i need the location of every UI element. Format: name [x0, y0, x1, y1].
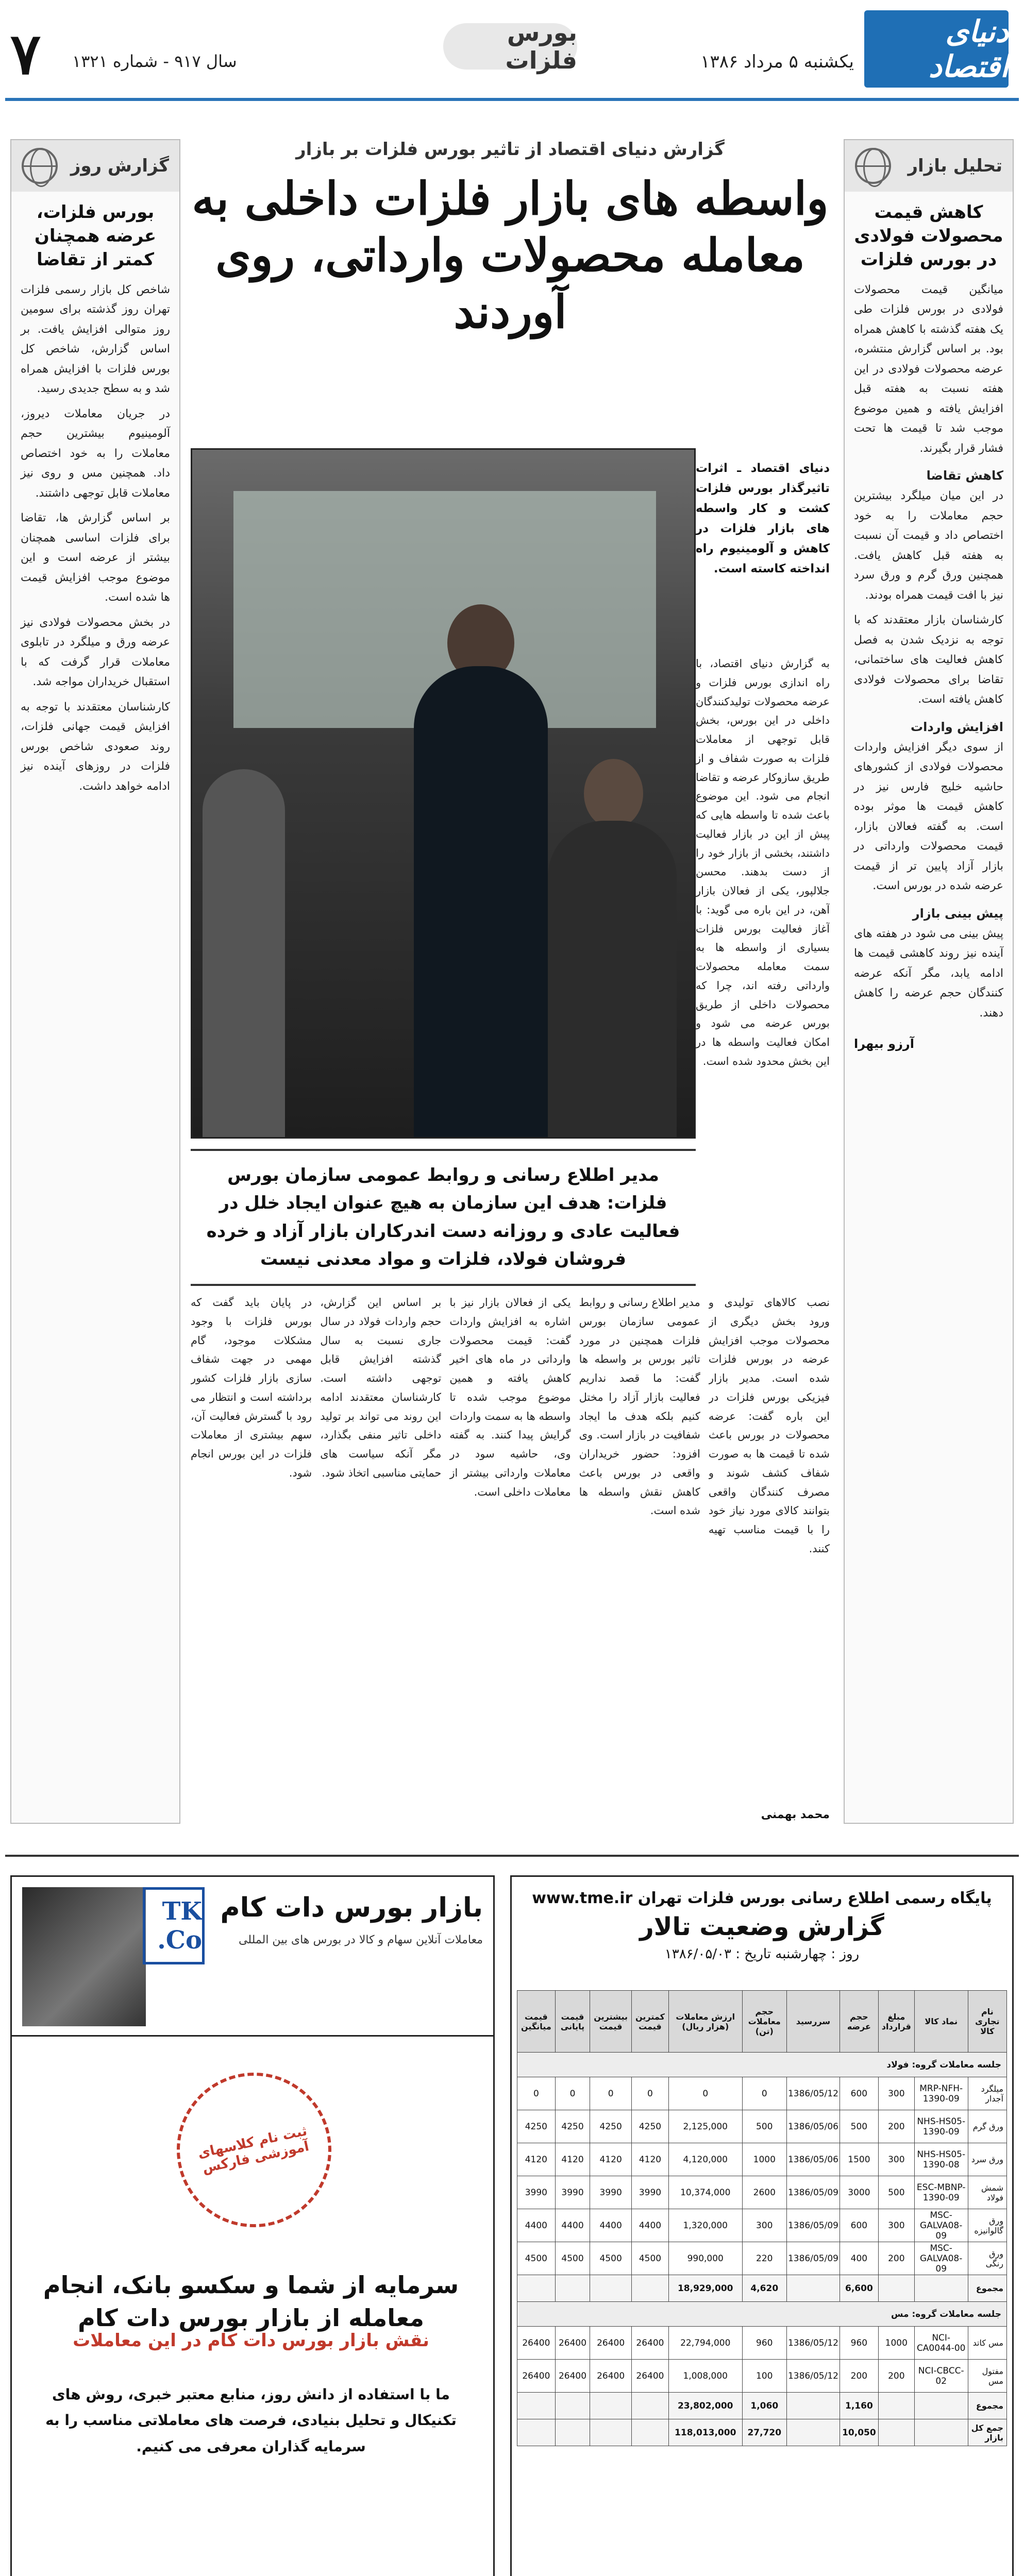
ad-red-line: نقش بازار بورس دات کام در این معاملات: [73, 2330, 429, 2351]
table-cell: 1000: [742, 2143, 786, 2176]
analysis-heading: کاهش قیمت محصولات فولادی در بورس فلزات: [854, 202, 1003, 270]
column-header: سررسید: [786, 1991, 840, 2053]
table-cell: 960: [840, 2327, 878, 2360]
column-header: حجم عرضه: [840, 1991, 878, 2053]
ad-image: [22, 1887, 146, 2026]
table-cell: 1,320,000: [668, 2209, 742, 2242]
market-title: گزارش وضعیت تالار: [640, 1912, 884, 1941]
table-cell: 18,929,000: [668, 2275, 742, 2302]
table-cell: MSC-GALVA08-09: [914, 2209, 968, 2242]
table-cell: 26400: [517, 2327, 556, 2360]
market-report-header: [512, 1877, 1012, 1990]
table-cell: ورق گالوانیزه: [968, 2209, 1006, 2242]
table-cell: 1386/05/12: [786, 2327, 840, 2360]
trading-table-header: [517, 1991, 1007, 2053]
table-cell: 4500: [590, 2242, 632, 2275]
table-cell: [517, 2275, 556, 2302]
table-cell: [631, 2393, 668, 2419]
table-cell: 300: [878, 2143, 914, 2176]
table-cell: 26400: [631, 2327, 668, 2360]
table-grand-total-row: [517, 2419, 1007, 2446]
table-cell: 4400: [590, 2209, 632, 2242]
table-cell: [590, 2393, 632, 2419]
daily-report-paragraph: بر اساس گزارش ها، تقاضا برای فلزات اساسی همچنان بیشتر از عرضه است و این موضوع موجب افزایش قیمت ها شده است.: [21, 512, 170, 604]
daily-report-paragraph: در جریان معاملات دیروز، آلومینیوم بیشترین حجم معاملات را به خود اختصاص داد. همچنین مس و روی نیز معاملات قابل توجهی داشتند.: [21, 407, 170, 500]
column-header: کمترین قیمت: [631, 1991, 668, 2053]
page-header: [0, 0, 1024, 103]
table-cell: 4120: [590, 2143, 632, 2176]
table-cell: 1386/05/06: [786, 2110, 840, 2143]
analysis-paragraph: از سوی دیگر افزایش واردات محصولات فولادی از کشورهای حاشیه خلیج فارس نیز در کاهش قیمت ها موثر بوده است. به گفته فعالان بازار، قیمت محصولات وارداتی در بازار آزاد پایین تر از قیمت عرضه شده در بورس است.: [854, 740, 1003, 893]
table-cell: 3000: [840, 2176, 878, 2209]
table-cell: 26400: [555, 2360, 590, 2393]
photo-figure: [548, 821, 677, 1139]
table-cell: NCI-CBCC-02: [914, 2360, 968, 2393]
analysis-paragraph: پیش بینی می شود در هفته های آینده نیز روند کاهشی قیمت ها ادامه یابد، مگر آنکه عرضه کنندگان حجم عرضه را کاهش دهند.: [854, 927, 1003, 1020]
table-row: [517, 2143, 1007, 2176]
column-header: نام تجاری کالا: [968, 1991, 1006, 2053]
article-body-column: مدیر اطلاع رسانی و روابط عمومی سازمان بورس فلزات همچنین در مورد تاثیر بورس بر واسطه ها گفت: ما قصد نداریم فعالیت بازار آزاد را مختل کنیم بلکه هدف ما ایجاد شفافیت در بازار است. وی افزود: حضور خریداران واقعی در بورس باعث کاهش نقش واسطه ها شده است.: [579, 1296, 700, 1517]
table-cell: [878, 2393, 914, 2419]
daily-report-tag: گزارش روز: [70, 156, 169, 176]
table-cell: [914, 2275, 968, 2302]
analysis-tag: تحلیل بازار: [908, 156, 1002, 176]
article-body-column: بر اساس این گزارش، حجم واردات فولاد در سال جاری نسبت به سال گذشته افزایش قابل توجهی داشته است. کارشناسان معتقدند ادامه این روند می تواند بر تولید داخلی تاثیر منفی بگذارد، مگر آنکه سیاست های حمایتی مناسبی اتخاذ شود.: [320, 1296, 442, 1479]
table-cell: 4400: [517, 2209, 556, 2242]
table-cell: 1386/05/06: [786, 2143, 840, 2176]
table-cell: 1,160: [840, 2393, 878, 2419]
table-cell: [786, 2393, 840, 2419]
table-cell: 26400: [631, 2360, 668, 2393]
table-cell: [786, 2419, 840, 2446]
market-date: روز : چهارشنبه تاریخ : ۱۳۸۶/۰۵/۰۳: [664, 1946, 860, 1962]
column-header: قیمت پایانی: [555, 1991, 590, 2053]
table-cell: 2600: [742, 2176, 786, 2209]
daily-report-body: [11, 275, 179, 807]
table-group-row: [517, 2053, 1007, 2077]
ad-brand-subtitle: معاملات آنلاین سهام و کالا در بورس های بین المللی: [239, 1934, 483, 1946]
table-cell: 4120: [631, 2143, 668, 2176]
table-cell: 118,013,000: [668, 2419, 742, 2446]
article-body-columns: [191, 1293, 830, 1808]
main-article: [191, 139, 830, 1824]
table-cell: 600: [840, 2077, 878, 2110]
table-cell: ESC-MBNP-1390-09: [914, 2176, 968, 2209]
globe-icon: [855, 148, 891, 184]
table-cell: ورق سرد: [968, 2143, 1006, 2176]
table-cell: 990,000: [668, 2242, 742, 2275]
trading-table: [517, 1990, 1007, 2446]
table-cell: میلگرد آجدار: [968, 2077, 1006, 2110]
table-cell: 26400: [517, 2360, 556, 2393]
table-cell: [517, 2419, 556, 2446]
analysis-column: [844, 139, 1014, 1824]
table-cell: 4,620: [742, 2275, 786, 2302]
trading-floor-photo: [191, 448, 696, 1139]
table-cell: 100: [742, 2360, 786, 2393]
table-cell: 0: [555, 2077, 590, 2110]
table-cell: NCI-CA0044-00: [914, 2327, 968, 2360]
table-cell: 4120: [555, 2143, 590, 2176]
article-pullquote: مدیر اطلاع رسانی و روابط عمومی سازمان بورس فلزات: هدف این سازمان به هیچ عنوان ایجاد خلل در فعالیت عادی و روزانه دست اندرکاران بازار آزاد و خرده فروشان فولاد، فلزات و مواد معدنی نیست: [191, 1149, 696, 1286]
table-cell: MSC-GALVA08-09: [914, 2242, 968, 2275]
market-report: [510, 1875, 1014, 2576]
table-cell: 10,050: [840, 2419, 878, 2446]
table-cell: 220: [742, 2242, 786, 2275]
table-row: [517, 2242, 1007, 2275]
table-cell: 10,374,000: [668, 2176, 742, 2209]
table-cell: مجموع: [968, 2275, 1006, 2302]
table-cell: 4500: [631, 2242, 668, 2275]
table-cell: 6,600: [840, 2275, 878, 2302]
table-group-row: [517, 2302, 1007, 2327]
table-cell: [555, 2419, 590, 2446]
header-rule: [5, 98, 1019, 101]
article-body-column: در پایان باید گفت که بورس فلزات با وجود مشکلات موجود، گام مهمی در جهت شفاف سازی بازار فلزات کشور برداشته است و انتظار می رود با گسترش فعالیت آن، سهم بیشتری از معاملات فلزات در این بورس انجام شود.: [191, 1296, 312, 1479]
table-cell: 4250: [555, 2110, 590, 2143]
table-cell: 3990: [555, 2176, 590, 2209]
table-cell: 1386/05/09: [786, 2242, 840, 2275]
photo-figure: [584, 759, 643, 828]
table-cell: 3990: [590, 2176, 632, 2209]
table-cell: 1,008,000: [668, 2360, 742, 2393]
article-body-column: نصب کالاهای تولیدی و ورود بخش دیگری از محصولات موجب افزایش عرضه در بورس فلزات شده است. مدیر بازار فیزیکی بورس فلزات در این باره گفت: عرضه محصولات در بورس باعث شده تا قیمت ها به صورت شفاف کشف شوند و مصرف کنندگان واقعی بتوانند کالای مورد نیاز خود را با قیمت مناسب تهیه کنند.: [708, 1296, 830, 1555]
analysis-body: [845, 275, 1013, 1034]
table-cell: 4250: [631, 2110, 668, 2143]
table-row: [517, 2327, 1007, 2360]
table-cell: شمش فولاد: [968, 2176, 1006, 2209]
article-lead: دنیای اقتصاد ـ اثرات تاثیرگذار بورس فلزات کشت و کار واسطه های بازار فلزات در کاهش و آلومینیوم راه انداخته کاسته است.: [696, 462, 830, 576]
table-cell: 300: [878, 2077, 914, 2110]
daily-report-header: [11, 140, 179, 192]
globe-icon: [22, 148, 58, 184]
table-cell: 300: [878, 2209, 914, 2242]
issue-date: یکشنبه ۵ مرداد ۱۳۸۶: [700, 52, 854, 72]
table-cell: 4120: [517, 2143, 556, 2176]
table-row: [517, 2176, 1007, 2209]
table-cell: 4400: [555, 2209, 590, 2242]
table-cell: 500: [742, 2110, 786, 2143]
table-cell: [590, 2275, 632, 2302]
table-cell: 500: [878, 2176, 914, 2209]
issue-number: سال ۹۱۷ - شماره ۱۳۲۱: [72, 52, 237, 71]
daily-report-paragraph: کارشناسان معتقدند با توجه به افزایش قیمت جهانی فلزات، روند صعودی شاخص بورس فلزات در روزهای آینده نیز ادامه خواهد داشت.: [21, 700, 170, 793]
table-row: [517, 2110, 1007, 2143]
analysis-column-header: [845, 140, 1013, 192]
table-cell: 3990: [631, 2176, 668, 2209]
table-cell: 4500: [517, 2242, 556, 2275]
table-cell: 200: [878, 2360, 914, 2393]
newspaper-logo: دنیای اقتصاد: [864, 10, 1009, 88]
table-cell: NHS-HS05-1390-08: [914, 2143, 968, 2176]
table-cell: 4500: [555, 2242, 590, 2275]
table-cell: مفتول مس: [968, 2360, 1006, 2393]
table-cell: 0: [742, 2077, 786, 2110]
daily-report-paragraph: شاخص کل بازار رسمی فلزات تهران روز گذشته برای سومین روز متوالی افزایش یافت. بر اساس گزارش، شاخص کل بورس فلزات با افزایش همراه شد و به سطح جدیدی رسید.: [21, 283, 170, 396]
daily-report-paragraph: در بخش محصولات فولادی نیز عرضه ورق و میلگرد در تابلوی معاملات قرار گرفت که با استقبال خریداران مواجه شد.: [21, 616, 170, 689]
column-header: قیمت میانگین: [517, 1991, 556, 2053]
table-cell: 23,802,000: [668, 2393, 742, 2419]
table-cell: MRP-NFH-1390-09: [914, 2077, 968, 2110]
table-cell: 4,120,000: [668, 2143, 742, 2176]
table-cell: [517, 2393, 556, 2419]
table-cell: 2,125,000: [668, 2110, 742, 2143]
table-cell: 0: [631, 2077, 668, 2110]
table-cell: [878, 2419, 914, 2446]
ad-stamp: ثبت نام کلاسهای آموزشی فارکس: [162, 2058, 346, 2242]
article-right-text: به گزارش دنیای اقتصاد، با راه اندازی بورس فلزات و عرضه محصولات تولیدکنندگان داخلی در این بورس، بخش قابل توجهی از معاملات فلزات به صورت شفاف و از طریق سازوکار عرضه و تقاضا انجام می شود. این موضوع باعث شده تا واسطه هایی که پیش از این در بازار فعالیت داشتند، بخشی از بازار خود را از دست بدهند. محسن جلالپور، یکی از فعالان بازار آهن، در این باره می گوید: با آغاز فعالیت بورس فلزات بسیاری از واسطه ها به سمت معامله محصولات وارداتی رفته اند، چرا که محصولات داخلی از طریق بورس عرضه می شود و امکان فعالیت واسطه ها در این بخش محدود شده است.: [696, 657, 830, 1067]
table-cell: مس کاتد: [968, 2327, 1006, 2360]
ad-brand: بازار بورس دات کام: [220, 1892, 483, 1923]
table-cell: جمع کل بازار: [968, 2419, 1006, 2446]
table-cell: [631, 2419, 668, 2446]
photo-figure: [203, 769, 285, 1139]
article-kicker: گزارش دنیای اقتصاد از تاثیر بورس فلزات بر بازار: [296, 139, 725, 160]
table-row: [517, 2360, 1007, 2393]
column-header: بیشترین قیمت: [590, 1991, 632, 2053]
daily-report-heading: بورس فلزات، عرضه همچنان کمتر از تقاضا: [34, 202, 157, 270]
table-cell: 1500: [840, 2143, 878, 2176]
ad-headline: سرمایه از شما و سکسو بانک، انجام معامله از بازار بورس دات کام: [43, 2271, 459, 2332]
section-divider: [5, 1855, 1019, 1857]
table-cell: 200: [878, 2242, 914, 2275]
analysis-paragraph: در این میان میلگرد بیشترین حجم معاملات را به خود اختصاص داد و قیمت آن نسبت به هفته قبل کاهش یافت. همچنین ورق گرم و ورق سرد نیز با افت قیمت همراه بودند.: [854, 489, 1003, 602]
column-header: ارزش معاملات (هزار ریال): [668, 1991, 742, 2053]
table-cell: 26400: [590, 2327, 632, 2360]
table-cell: 600: [840, 2209, 878, 2242]
column-header: نماد کالا: [914, 1991, 968, 2053]
table-cell: NHS-HS05-1390-09: [914, 2110, 968, 2143]
table-cell: [914, 2419, 968, 2446]
advertisement: [10, 1875, 495, 2576]
table-cell: [786, 2275, 840, 2302]
analysis-paragraph: میانگین قیمت محصولات فولادی در بورس فلزات طی یک هفته گذشته با کاهش همراه بود. بر اساس گزارش منتشره، عرضه محصولات فولادی در این هفته نسبت به هفته قبل افزایش یافته و همین موضوع موجب شد تا قیمت ها تحت فشار قرار بگیرند.: [854, 283, 1003, 455]
table-cell: [555, 2275, 590, 2302]
column-header: حجم معاملات (تن): [742, 1991, 786, 2053]
table-total-row: [517, 2275, 1007, 2302]
table-cell: 3990: [517, 2176, 556, 2209]
article-body-column: یکی از فعالان بازار نیز با اشاره به افزایش واردات گفت: قیمت محصولات وارداتی در ماه های اخیر کاهش یافته و همین موضوع موجب شده تا واسطه ها به سمت واردات گرایش پیدا کنند. به گفته وی، حاشیه سود در معاملات وارداتی بیشتر از معاملات داخلی است.: [449, 1296, 571, 1498]
table-cell: 1,060: [742, 2393, 786, 2419]
analysis-subhead: افزایش واردات: [910, 719, 1003, 734]
analysis-signature: آرزو بیهرا: [854, 1037, 914, 1052]
market-source: پایگاه رسمی اطلاع رسانی بورس فلزات تهران www.tme.ir: [532, 1889, 992, 1907]
page-number: ۷: [10, 21, 41, 87]
table-cell: 400: [840, 2242, 878, 2275]
article-signature: محمد بهمنی: [761, 1808, 830, 1821]
table-cell: 0: [517, 2077, 556, 2110]
group-label: جلسه معاملات گروه: فولاد: [517, 2053, 1007, 2077]
table-cell: 200: [878, 2110, 914, 2143]
table-cell: 4250: [517, 2110, 556, 2143]
tk-logo: TK Co.: [143, 1887, 205, 1964]
table-cell: [914, 2393, 968, 2419]
table-cell: 960: [742, 2327, 786, 2360]
table-cell: [878, 2275, 914, 2302]
table-cell: 0: [668, 2077, 742, 2110]
table-cell: 22,794,000: [668, 2327, 742, 2360]
ad-banner: [12, 1877, 493, 2037]
table-cell: 4400: [631, 2209, 668, 2242]
table-cell: 1386/05/09: [786, 2176, 840, 2209]
photo-figure: [414, 666, 548, 1139]
table-cell: [590, 2419, 632, 2446]
column-header: مبلغ قرارداد: [878, 1991, 914, 2053]
analysis-paragraph: کارشناسان بازار معتقدند که با توجه به نزدیک شدن به فصل کاهش فعالیت های ساختمانی، تقاضا برای محصولات فولادی کاهش یافته است.: [854, 614, 1003, 706]
table-cell: 300: [742, 2209, 786, 2242]
table-total-row: [517, 2393, 1007, 2419]
table-cell: 1386/05/09: [786, 2209, 840, 2242]
ad-body: ما با استفاده از دانش روز، منابع معتبر خبری، روش های تکنیکال و تحلیل بنیادی، فرصت های معاملاتی مناسب را به سرمایه گذاران معرفی می کنیم.: [45, 2386, 457, 2455]
table-cell: 0: [590, 2077, 632, 2110]
analysis-subhead: کاهش تقاضا: [926, 468, 1003, 483]
daily-report-column: [10, 139, 180, 1824]
table-cell: 27,720: [742, 2419, 786, 2446]
table-cell: 4250: [590, 2110, 632, 2143]
table-cell: ورق رنگی: [968, 2242, 1006, 2275]
table-cell: 26400: [555, 2327, 590, 2360]
trading-table-body: [517, 2053, 1007, 2446]
table-cell: 26400: [590, 2360, 632, 2393]
table-cell: 1000: [878, 2327, 914, 2360]
table-row: [517, 2209, 1007, 2242]
article-headline: واسطه های بازار فلزات داخلی به معامله محصولات وارداتی، روی آوردند: [192, 172, 829, 338]
section-title: بورس فلزات: [443, 23, 577, 70]
group-label: جلسه معاملات گروه: مس: [517, 2302, 1007, 2327]
table-cell: 200: [840, 2360, 878, 2393]
table-cell: [555, 2393, 590, 2419]
table-row: [517, 2077, 1007, 2110]
analysis-subhead: پیش بینی بازار: [912, 906, 1003, 921]
table-cell: مجموع: [968, 2393, 1006, 2419]
table-cell: [631, 2275, 668, 2302]
table-cell: 1386/05/12: [786, 2360, 840, 2393]
table-cell: ورق گرم: [968, 2110, 1006, 2143]
table-cell: 1386/05/12: [786, 2077, 840, 2110]
table-cell: 500: [840, 2110, 878, 2143]
